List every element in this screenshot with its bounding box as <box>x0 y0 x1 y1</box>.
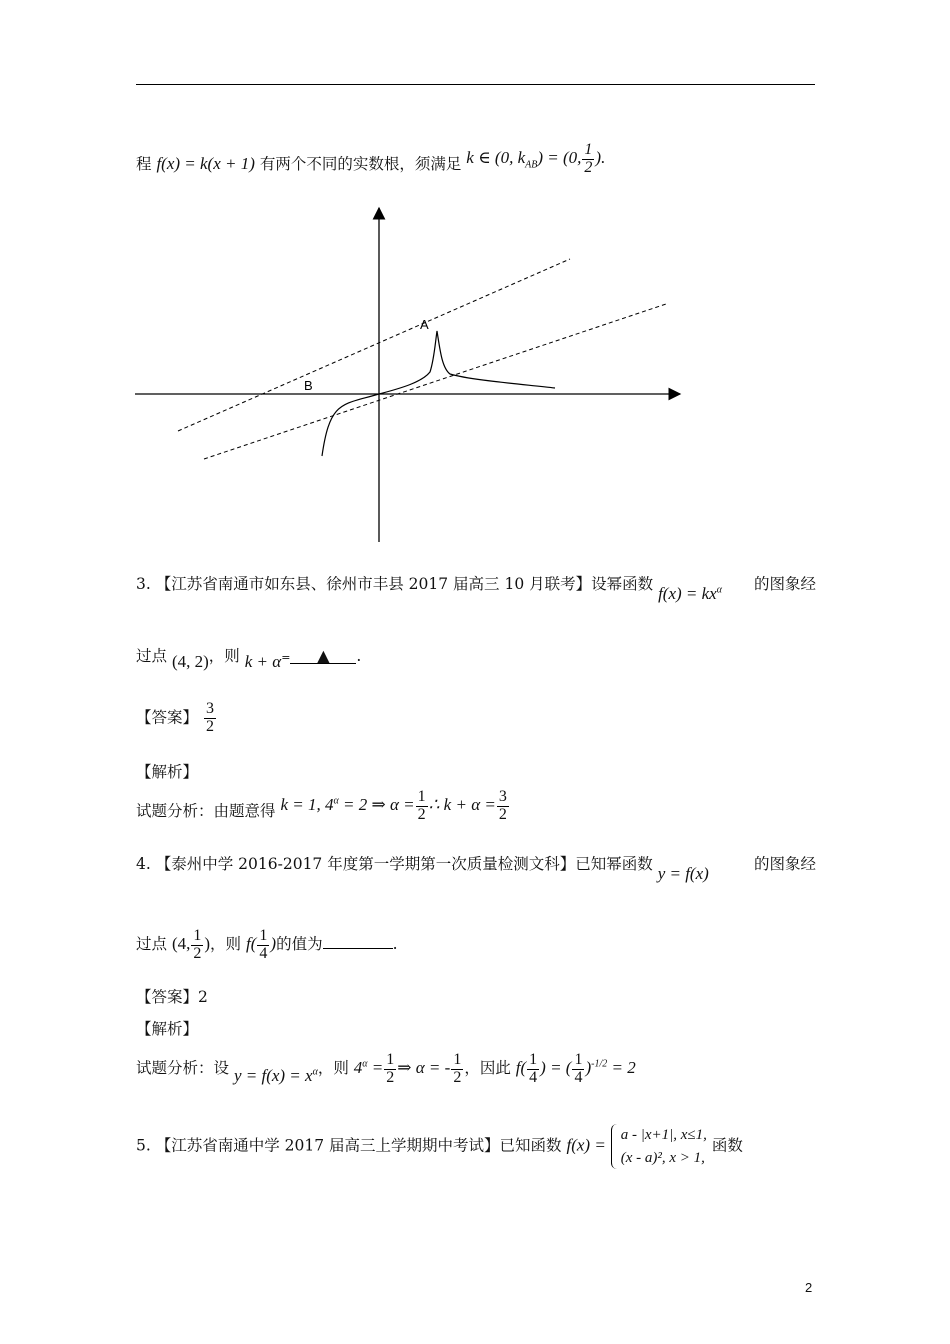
function-graph <box>130 200 690 550</box>
text: 有两个不同的实数根，须满足 <box>259 155 462 174</box>
q3-analysis-label: 【解析】 <box>136 763 199 781</box>
answer-blank <box>323 948 393 949</box>
q4-line2: 过点 (4, $\frac{1}{2}$ )，则 f( $\frac{1}{4}$ )的值为 . <box>136 927 398 962</box>
q3-line2: 过点 (4, 2)，则 k + α= ▲ . <box>136 646 362 671</box>
answer-blank: ▲ <box>290 649 356 664</box>
function-expr: $f(x) = kx^\alpha$ <box>658 584 722 603</box>
piecewise-function: a - |x+1|, x≤1, (x - a)², x > 1, <box>611 1124 707 1169</box>
q4-analysis-label: 【解析】 <box>136 1020 199 1038</box>
text: 程 <box>136 155 152 174</box>
q4-answer: 【答案】2 <box>136 988 208 1006</box>
equation: f(x) = k(x + 1) <box>156 154 255 174</box>
label-b: B <box>304 378 313 393</box>
page-number: 2 <box>805 1280 813 1295</box>
q4-stem: 4. 【泰州中学 2016-2017 年度第一学期第一次质量检测文科】已知幂函数 y = f(x) 的图象经 <box>136 855 816 883</box>
header-rule <box>136 84 815 85</box>
dashed-line-steep <box>178 259 570 431</box>
top-line <box>136 141 606 183</box>
source: 【江苏省南通市如东县、徐州市丰县 2017 届高三 10 月联考】 <box>155 575 592 593</box>
q3-analysis: 试题分析：由题意得 k = 1, $4^\alpha = 2$ ⇒ α = $\frac{1}{2}$ ∴ k + α = $\frac{3}{2}$ <box>136 788 507 823</box>
source: 【江苏省南通中学 2017 届高三上学期期中考试】 <box>155 1136 500 1155</box>
condition: k ∈ (0, $k_{AB}) = (0$, $\frac{1}{2}$ ). <box>466 141 606 176</box>
q5-stem: 5. 【江苏省南通中学 2017 届高三上学期期中考试】已知函数 f(x) = a - |x+1|, x≤1, (x - a)², x > 1, 函数 <box>136 1124 743 1169</box>
label-a: A <box>420 317 429 332</box>
q3-stem: 3. 【江苏省南通市如东县、徐州市丰县 2017 届高三 10 月联考】设幂函数 $f(x) = kx^\alpha$ 的图象经 <box>136 575 816 603</box>
answer-label: 【答案】 <box>136 708 199 727</box>
q4-analysis: 试题分析：设 $y = f(x) = x^\alpha$，则 $4^\alpha$ = $\frac{1}{2}$ ⇒ α = - $\frac{1}{2}$ ，因此 f( $\frac{1}{4}$ ) = ( $\frac{1}{4}$ )$^{-1/2}$ = 2 <box>136 1051 636 1086</box>
source: 【泰州中学 2016-2017 年度第一学期第一次质量检测文科】 <box>155 855 576 873</box>
q3-answer: 【答案】 $\frac{3}{2}$ <box>136 700 214 735</box>
dashed-line-shallow <box>204 304 666 459</box>
